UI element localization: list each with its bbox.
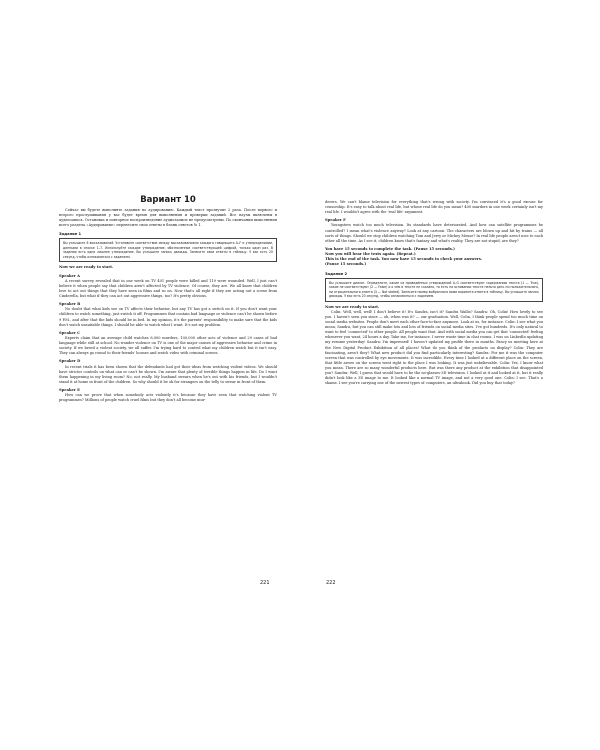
right-column [325,200,543,386]
page-number-left: 221 [260,580,270,586]
task2-instructions: Вы услышите диалог. Определите, какие из приведённых утверждений A–G соответствуют содержанию текста (1 — True), какие не соответствуют (2 — False) и о чём в тексте не сказано, то есть на основании текста нельзя дать ни положительного, ни отрицательного ответа (3 — Not stated). Занесите номер выбранного вами варианта ответа в таблицу. Вы услышите запись дважды. У вас есть 20 секунд, чтобы ознакомиться с заданием. [325,278,543,302]
speaker-f-label: Speaker F [325,218,346,223]
speaker-c-label: Speaker C [59,330,81,335]
speaker-e-continued: derers. We can't blame television for everything that's wrong with society. I'm convinced it's a good excuse for censorship. It's easy to talk about real life, but whose real life do you mean? 400 murders in one week certainly isn't my real life. I wouldn't agree with the 'real life' argument. [325,200,543,215]
speaker-b-label: Speaker B [59,302,81,307]
pause-line-1: You have 15 seconds to complete the task. (Pause 15 seconds.) [325,246,455,251]
right-page [300,0,600,750]
pause-line-4: (Pause 15 seconds.) [325,262,367,267]
speaker-e-text: How can we prove that when somebody acts violently it's because they have seen that watching violent TV programmes? Millions of people watch cruel films but they don't all become mur- [59,393,277,403]
pause-line-3: This is the end of the task. You now have 15 seconds to check your answers. [325,257,483,262]
task1-label: Задание 1 [59,232,82,237]
variant-title: Вариант 10 [140,195,196,205]
speaker-a-label: Speaker A [59,273,80,278]
speaker-a-text: A recent survey revealed that in one week on TV 401 people were killed and 119 were wounded. Well, I just can't believe it when people say that children aren't affected by TV violence. Of course, they are. We all know that children love to act out things that they have seen in films and so on. Now that's all right if they are acting out a scene from Cinderella, but what if they can act out aggressive things, too? It's pretty obvious. [59,278,277,299]
pause-line-2: Now you will hear the texts again. (Repeat.) [325,252,416,257]
speaker-c-text: Experts claim that an average child watches 8,000 murders, 100,000 other acts of violence and 29 cases of bad language while still at school. No wonder violence on TV is one of the major causes of aggressive behavior and crime in society. If we breed a violent society, we all suffer. I'm trying hard to control what my children watch but it isn't easy. They can always go round to their friends' houses and watch video with criminal scenes. [59,335,277,356]
ready-line: Now we are ready to start. [59,265,114,270]
left-column [59,195,277,403]
task2-label: Задание 2 [325,271,348,276]
speaker-e-label: Speaker E [59,387,80,392]
page-number-right: 222 [326,580,336,586]
speaker-b-text: No doubt that what kids see on TV affects their behavior, but any TV has got a switch on it. If you don't want your children to watch something, just switch it off. Programmes that contain bad language or violence can't be shown before 9 P.M., and after that the kids should be in bed. In my opinion, it's the parents' responsibility to make sure that the kids don't watch unsuitable things. I should be able to watch what I want. It's not my problem. [59,307,277,327]
dialog-text: Colin: Well, well, well! I don't believe it! It's Sandra, isn't it? Sandra Wallis? Sandra: Oh, Colin! How lovely to see you. I haven't seen you since — oh, when was it? — our graduation. Well, Colin, I think people spend too much time on social media websites. People don't meet each other face-to-face anymore. Look at us, for instance. Colin: I see what you mean, Sandra, but you can still make lots and lots of friends on social media sites. I've got hundreds. It's only natural to want to feel 'connected' to other people. All people want that. And with social media you can get that 'connected' feeling whenever you want, 24 hours a day. Take me, for instance. I never waste time in chat rooms. I was on LinkedIn updating my resume yesterday! Sandra: I'm impressed! I haven't updated my profile there in months. Fancy us meeting here at the New Digital Product Exhibition of all places! What do you think of the products on display? Colin: They are fascinating, aren't they? What new product did you find particularly interesting? Sandra: For me it was the computer screen that was controlled by eye movements. It was incredible. Every time I looked at a different place on the screen, that little arrow on the screen went right to the place I was looking. It was just unbelievable. Colin: Yes, I know what you mean. There are so many wonderful products here. But was there any product at the exhibition that disappointed you? Sandra: Well, I guess that would have to be the no-glasses-3D television. I looked at it and looked at it, but it really didn't look like a 3D image to me. It looked like a normal TV image, and not a very good one. Colin: I see. That's a shame. I see you're carrying one of the newest types of computers, an ultrabook. Did you buy that today? [325,309,543,386]
speaker-d-text: In recent trials it has been shown that the defendants had got their ideas from watching violent videos. We should have stricter controls on what can or can't be shown. I'm aware that plenty of terrible things happen in life. Do I want them happening in my living room? No, not really. My husband swears when he's out with his friends, but I wouldn't stand it at home in front of the children. So why should it be ok for strangers on the telly to swear in front of them. [59,364,277,384]
speaker-d-label: Speaker D [59,359,81,364]
speaker-f-text: Youngsters watch too much television. Its standards have deteriorated. And how can satellite programmes be controlled? I mean what's violence anyway? Look at any cartoon. The characters are blown up and hit by trains — all sorts of things. Should we stop children watching Tom and Jerry or Mickey Mouse? In real life people aren't nice to each other all the time. As I see it, children know that's fantasy and what's reality. They are not stupid, are they? [325,223,543,243]
intro-paragraph: Сейчас вы будете выполнять задания по аудированию. Каждый текст прозвучит 2 раза. После первого и второго прослушивания у вас будет время для выполнения и проверки заданий. Все паузы включены в аудиозапись. Остановка и повторное воспроизведение аудиозаписи не предусмотрены. По окончании выполнения всего раздела «Аудирование» перенесите свои ответы в бланк ответов № 1. [59,208,277,228]
ready-line-2: Now we are ready to start. [325,304,380,309]
task1-instructions: Вы услышите 6 высказываний. Установите соответствие между высказываниями каждого говорящего A–F и утверждениями, данными в списке 1–7. Используйте каждое утверждение, обозначенное соответствующей цифрой, только один раз. В задании есть одно лишнее утверждение. Вы услышите запись дважды. Занесите свои ответы в таблицу. У вас есть 20 секунд, чтобы ознакомиться с заданием. [59,238,277,262]
